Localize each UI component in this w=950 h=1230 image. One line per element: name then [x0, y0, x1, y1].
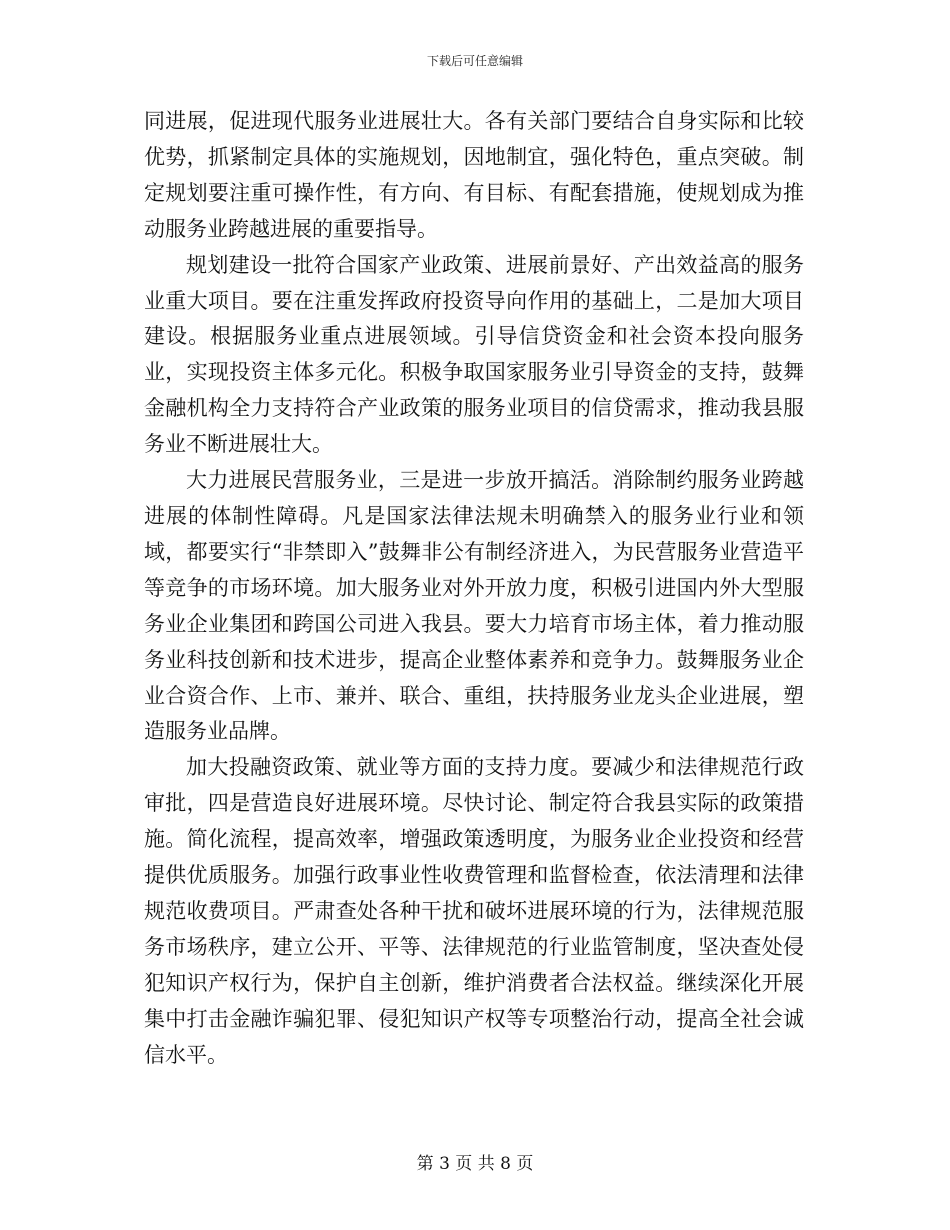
document-body — [144, 104, 804, 1073]
paragraph-4: 加大投融资政策、就业等方面的支持力度。要减少和法律规范行政审批，四是营造良好进展环境。尽快讨论、制定符合我县实际的政策措施。简化流程，提高效率，增强政策透明度，为服务业企业投资和经营提供优质服务。加强行政事业性收费管理和监督检查，依法清理和法律规范收费项目。严肃查处各种干扰和破坏进展环境的行为，法律规范服务市场秩序，建立公开、平等、法律规范的行业监管制度，坚决查处侵犯知识产权行为，保护自主创新，维护消费者合法权益。继续深化开展集中打击金融诈骗犯罪、侵犯知识产权等专项整治行动，提高全社会诚信水平。 — [144, 755, 804, 1067]
page-header: 下载后可任意编辑 — [426, 54, 523, 68]
paragraph-1: 同进展，促进现代服务业进展壮大。各有关部门要结合自身实际和比较优势，抓紧制定具体的实施规划，因地制宜，强化特色，重点突破。制定规划要注重可操作性，有方向、有目标、有配套措施，使规划成为推动服务业跨越进展的重要指导。 — [144, 109, 804, 241]
page-number-footer: 第 3 页 共 8 页 — [416, 1154, 534, 1174]
paragraph-2: 规划建设一批符合国家产业政策、进展前景好、产出效益高的服务业重大项目。要在注重发挥政府投资导向作用的基础上，二是加大项目建设。根据服务业重点进展领域。引导信贷资金和社会资本投向服务业，实现投资主体多元化。积极争取国家服务业引导资金的支持，鼓舞金融机构全力支持符合产业政策的服务业项目的信贷需求，推动我县服务业不断进展壮大。 — [144, 252, 804, 457]
paragraph-3: 大力进展民营服务业，三是进一步放开搞活。消除制约服务业跨越进展的体制性障碍。凡是国家法律法规未明确禁入的服务业行业和领域，都要实行“非禁即入”鼓舞非公有制经济进入，为民营服务业营造平等竞争的市场环境。加大服务业对外开放力度，积极引进国内外大型服务业企业集团和跨国公司进入我县。要大力培育市场主体，着力推动服务业科技创新和技术进步，提高企业整体素养和竞争力。鼓舞服务业企业合资合作、上市、兼并、联合、重组，扶持服务业龙头企业进展，塑造服务业品牌。 — [144, 468, 804, 744]
